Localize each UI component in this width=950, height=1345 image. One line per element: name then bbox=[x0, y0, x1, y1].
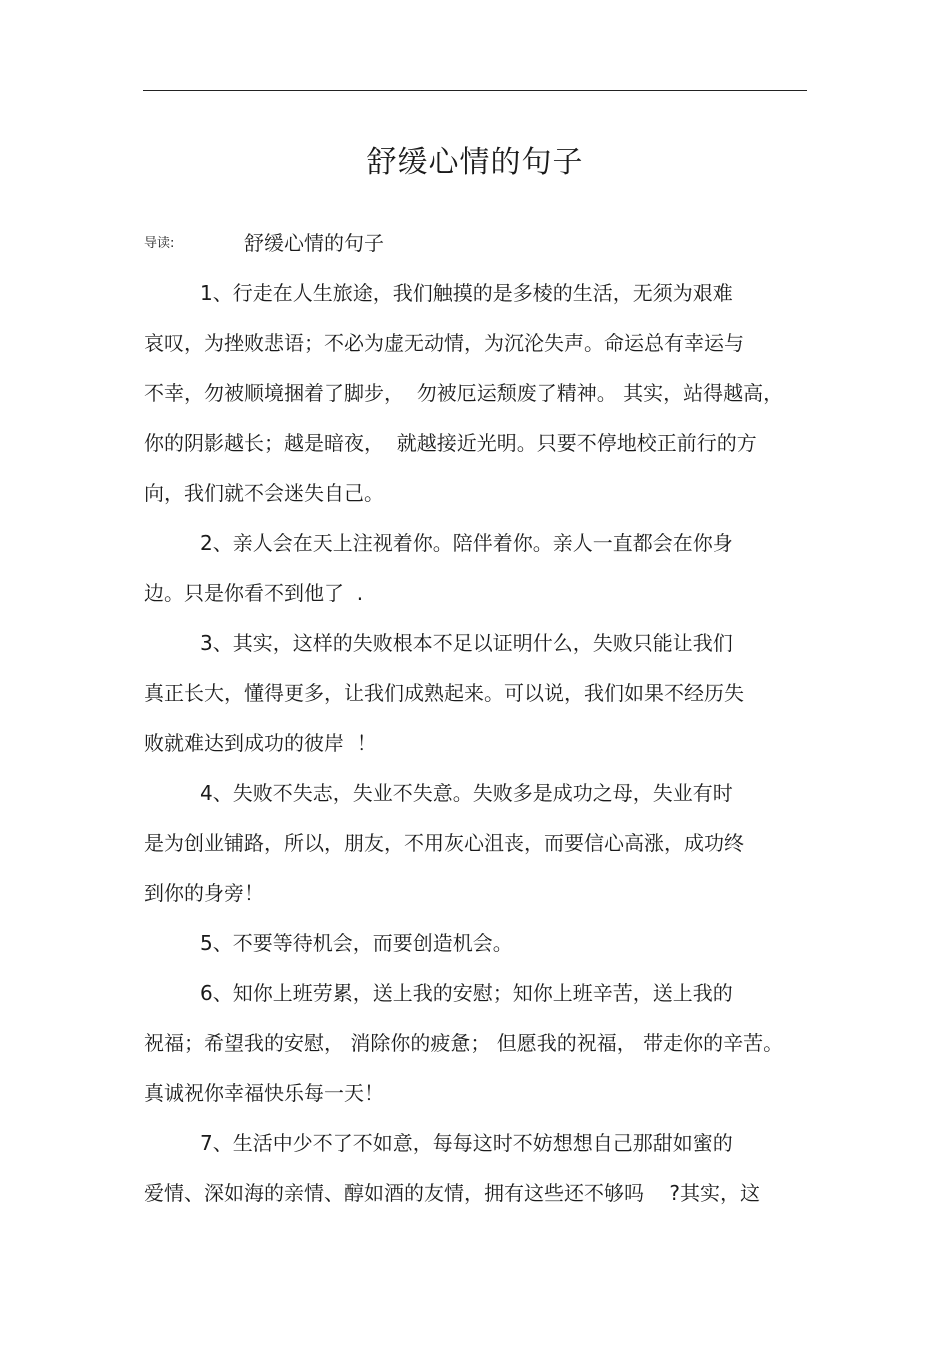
body-line: 真正长大，懂得更多，让我们成熟起来。可以说，我们如果不经历失 bbox=[144, 681, 744, 705]
body-line: 败就难达到成功的彼岸 ！ bbox=[144, 731, 377, 755]
body-line: 5、不要等待机会，而要创造机会。 bbox=[200, 931, 513, 955]
body-line: 3、其实，这样的失败根本不足以证明什么，失败只能让我们 bbox=[200, 631, 733, 655]
body-line: 4、失败不失志，失业不失意。失败多是成功之母，失业有时 bbox=[200, 781, 733, 805]
body-line: 1、行走在人生旅途，我们触摸的是多棱的生活，无须为艰难 bbox=[200, 281, 733, 305]
body-line: 哀叹，为挫败悲语；不必为虚无动情，为沉沦失声。命运总有幸运与 bbox=[144, 331, 744, 355]
body-line: 是为创业铺路，所以，朋友，不用灰心沮丧，而要信心高涨，成功终 bbox=[144, 831, 744, 855]
top-rule bbox=[143, 90, 807, 91]
body-line: 不幸，勿被顺境捆着了脚步， 勿被厄运颓废了精神。 其实，站得越高， bbox=[144, 381, 784, 405]
page-title: 舒缓心情的句子 bbox=[366, 145, 584, 180]
body-line: 向，我们就不会迷失自己。 bbox=[144, 481, 384, 505]
body-line: 祝福；希望我的安慰， 消除你的疲惫； 但愿我的祝福， 带走你的辛苦。 bbox=[144, 1031, 784, 1055]
body-line: 2、亲人会在天上注视着你。陪伴着你。亲人一直都会在你身 bbox=[200, 531, 733, 555]
body-line: 6、知你上班劳累，送上我的安慰；知你上班辛苦，送上我的 bbox=[200, 981, 733, 1005]
body-line: 7、生活中少不了不如意，每每这时不妨想想自己那甜如蜜的 bbox=[200, 1131, 733, 1155]
body-line: 到你的身旁！ bbox=[144, 881, 264, 905]
body-line: 边。只是你看不到他了 . bbox=[144, 581, 364, 605]
body-line: 爱情、深如海的亲情、醇如酒的友情，拥有这些还不够吗 ?其实，这 bbox=[144, 1181, 761, 1205]
lead-text: 舒缓心情的句子 bbox=[244, 231, 384, 255]
lead-label: 导读: bbox=[144, 236, 175, 251]
body-line: 真诚祝你幸福快乐每一天！ bbox=[144, 1081, 384, 1105]
body-line: 你的阴影越长；越是暗夜， 就越接近光明。只要不停地校正前行的方 bbox=[144, 431, 757, 455]
